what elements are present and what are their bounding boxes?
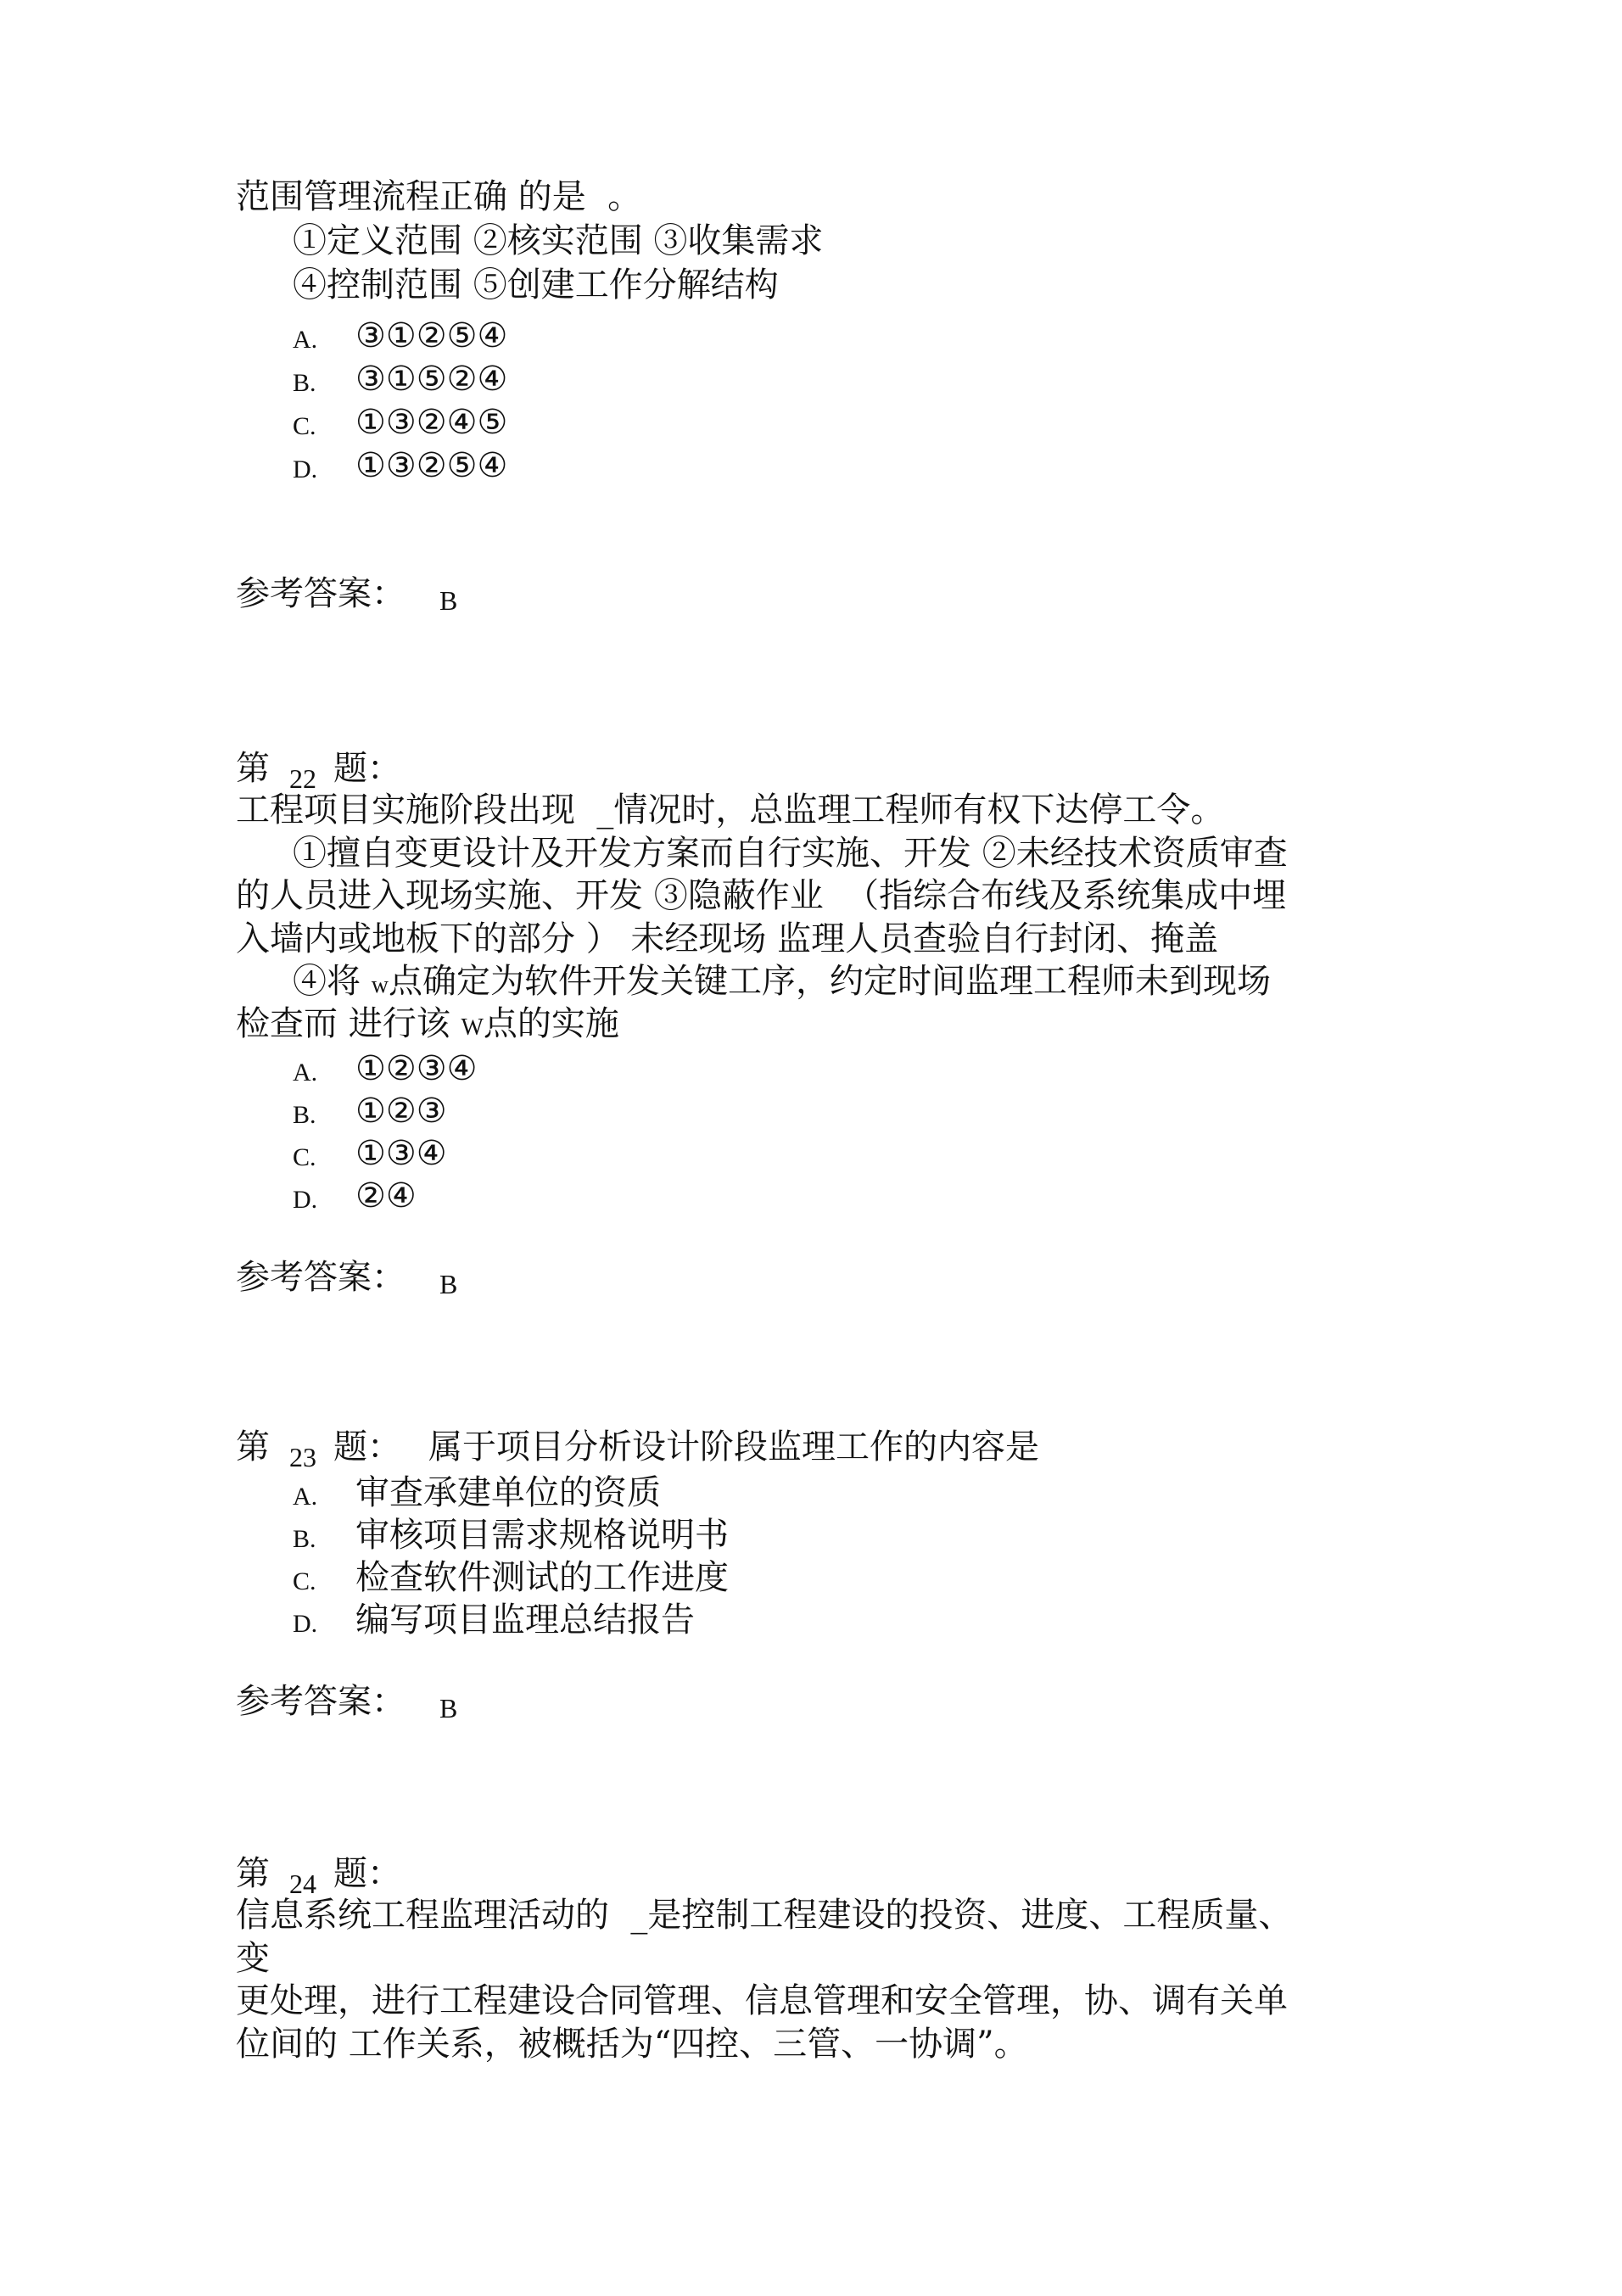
answer-label: 参考答案： <box>236 1258 406 1297</box>
question-number: 23 <box>289 1442 316 1472</box>
question-prefix: 第 <box>236 1427 270 1466</box>
q24-heading <box>236 1852 401 1899</box>
q22-body-line-1: ①擅自变更设计及开发方案而自行实施、开发 ②未经技术资质审查 <box>293 834 1288 873</box>
q23-heading <box>236 1425 1039 1472</box>
q22-body-line-2: 的人员进入现场实施、开发 ③隐蔽作业 （指综合布线及系统集成中埋 <box>236 876 1287 915</box>
answer-label: 参考答案： <box>236 1682 406 1721</box>
option-text: 审查承建单位的资质 <box>355 1473 661 1512</box>
text-run: ④将 <box>293 962 361 1001</box>
q23-option-c <box>293 1556 729 1600</box>
q23-option-b <box>293 1513 729 1557</box>
option-letter: C. <box>293 1143 316 1171</box>
q22-stem: 工程项目实施阶段出现 _情况时，总监理工程师有权下达停工令。 <box>236 790 1225 830</box>
question-suffix: 题： <box>333 1854 401 1893</box>
option-letter: D. <box>293 1610 318 1638</box>
q21-answer <box>236 572 458 623</box>
answer-label: 参考答案： <box>236 574 406 613</box>
option-text: ①③②⑤④ <box>355 446 508 485</box>
q21-option-d <box>293 444 508 488</box>
q21-option-b <box>293 357 508 401</box>
question-prefix: 第 <box>236 1854 270 1893</box>
option-letter: C. <box>293 412 316 440</box>
option-text: ①③②④⑤ <box>355 403 508 442</box>
option-letter: B. <box>293 1101 316 1129</box>
option-text: ①②③ <box>355 1092 447 1131</box>
q21-items-line-1: ①定义范围 ②核实范围 ③收集需求 <box>293 221 824 260</box>
question-stem: 属于项目分析设计阶段监理工作的内容是 <box>428 1427 1039 1466</box>
w-point-marker: w <box>371 972 389 998</box>
option-letter: B. <box>293 1525 316 1553</box>
option-letter: B. <box>293 369 316 397</box>
option-text: ①②③④ <box>355 1049 478 1088</box>
q24-body-line-3: 更处理，进行工程建设合同管理、信息管理和安全管理，协、调有关单 <box>236 1981 1288 2020</box>
q22-option-d <box>293 1174 417 1218</box>
q22-option-a <box>293 1047 478 1091</box>
text-run: 点的实施 <box>483 1004 619 1043</box>
question-number: 24 <box>289 1869 316 1899</box>
q24-body-line-2: 变 <box>236 1939 270 1978</box>
q24-body-line-4: 位间的 工作关系，被概括为“四控、三管、一协调”。 <box>236 2025 1028 2064</box>
option-letter: A. <box>293 1483 318 1511</box>
option-text: ③①⑤②④ <box>355 360 508 399</box>
option-text: ②④ <box>355 1176 417 1215</box>
question-prefix: 第 <box>236 749 270 788</box>
option-text: ①③④ <box>355 1134 447 1173</box>
option-letter: C. <box>293 1567 316 1595</box>
q22-body-line-3: 入墙内或地板下的部分 ） 未经现场 监理人员查验自行封闭、掩盖 <box>236 919 1219 958</box>
q23-option-a <box>293 1471 661 1515</box>
option-letter: D. <box>293 455 318 483</box>
option-text: 审核项目需求规格说明书 <box>355 1516 729 1555</box>
q22-body-line-4 <box>293 959 1271 1008</box>
text-run: 检查而 进行该 <box>236 1004 450 1043</box>
question-suffix: 题： <box>333 1427 401 1466</box>
q21-stem: 范围管理流程正确 的是 。 <box>236 177 642 216</box>
option-text: 检查软件测试的工作进度 <box>355 1558 729 1597</box>
q21-option-a <box>293 314 508 358</box>
q23-answer <box>236 1679 458 1730</box>
q23-option-d <box>293 1598 695 1642</box>
answer-value: B <box>439 1269 458 1299</box>
option-text: ③①②⑤④ <box>355 316 508 355</box>
question-number: 22 <box>289 763 316 794</box>
option-letter: A. <box>293 326 318 354</box>
q22-answer <box>236 1255 458 1306</box>
question-suffix: 题： <box>333 749 401 788</box>
q22-heading <box>236 746 401 794</box>
option-text: 编写项目监理总结报告 <box>355 1600 695 1640</box>
q21-items-line-2: ④控制范围 ⑤创建工作分解结构 <box>293 265 779 304</box>
q24-body-line-1: 信息系统工程监理活动的 _是控制工程建设的投资、进度、工程质量、 <box>236 1896 1293 1935</box>
q22-body-line-5 <box>236 1002 619 1050</box>
answer-value: B <box>439 585 458 616</box>
text-run: 点确定为软件开发关键工序，约定时间监理工程师未到现场 <box>388 962 1271 1001</box>
q22-option-c <box>293 1131 447 1176</box>
answer-value: B <box>439 1693 458 1723</box>
w-point-marker: W <box>461 1014 484 1041</box>
q22-option-b <box>293 1089 447 1133</box>
option-letter: A. <box>293 1059 318 1087</box>
q21-option-c <box>293 400 508 444</box>
option-letter: D. <box>293 1186 318 1214</box>
